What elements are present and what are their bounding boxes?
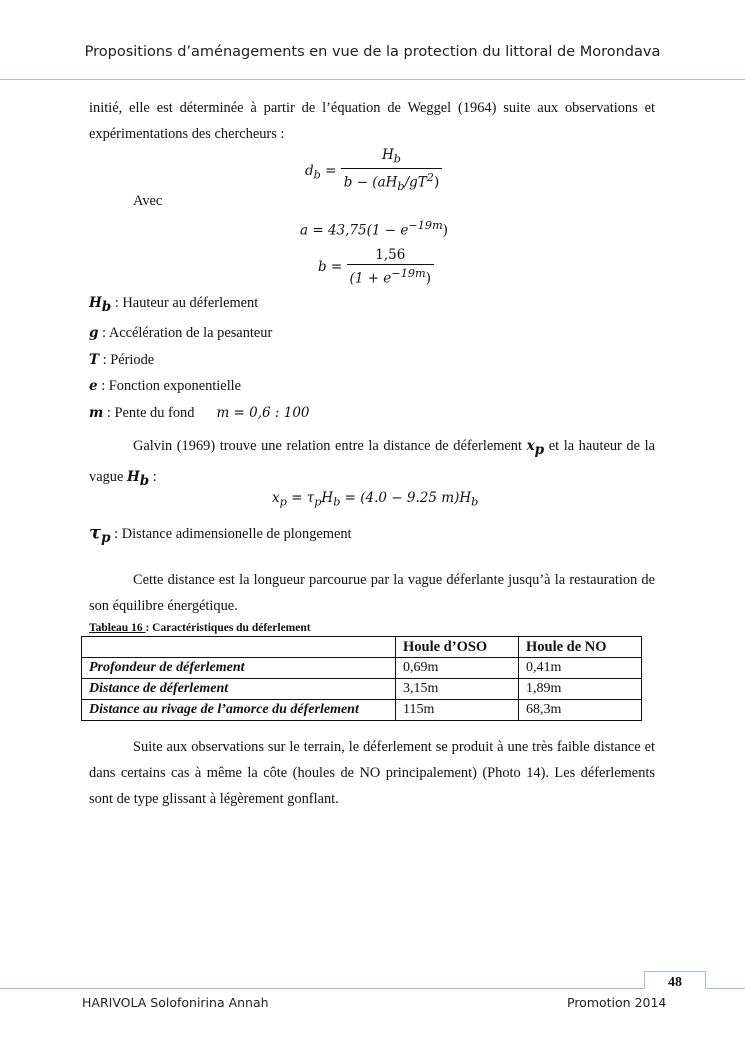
definition-e	[89, 373, 310, 400]
suite-paragraph: Suite aux observations sur le terrain, le déferlement se produit à une très faible distance et dans certains cas à même la côte (houles de NO principalement) (Photo 14). Les déferlements sont de type glissant à légèrement gonflant.	[89, 739, 655, 807]
galvin-mid: et la hauteur de la vague	[89, 438, 655, 485]
eq-x-b-sub: p	[314, 495, 322, 509]
avec-label: Avec	[133, 193, 163, 209]
table-row-label: Distance au rivage de l’amorce du déferlement	[82, 700, 396, 721]
galvin-symbol-h: H	[126, 468, 140, 485]
eq-db-den-mid: /gT	[404, 174, 427, 191]
equation-a	[300, 219, 448, 239]
eq-b-lhs: b =	[318, 258, 343, 275]
definition-t	[89, 347, 310, 374]
intro-text: initié, elle est déterminée à partir de l’équation de Weggel (1964) suite aux observations et expérimentations des chercheurs :	[89, 100, 655, 142]
table-row-label: Distance de déferlement	[82, 679, 396, 700]
galvin-symbol-x: x	[526, 438, 535, 454]
footer-divider	[0, 988, 745, 989]
header-divider	[0, 79, 745, 80]
eq-a-lhs: a = 43,75(1 − e	[300, 222, 409, 239]
symbol-definitions	[89, 290, 310, 426]
eq-db-den-post: )	[433, 174, 440, 191]
eq-db-den-sup: 2	[426, 170, 434, 184]
def-slope-value: m = 0,6 : 100	[216, 404, 310, 421]
table-cell: 115m	[396, 700, 519, 721]
def-text: : Période	[99, 351, 155, 368]
table-row	[82, 679, 642, 700]
table-cell: 0,69m	[396, 658, 519, 679]
def-text: : Pente du fond	[103, 404, 195, 421]
tau-symbol-sub: p	[101, 529, 111, 546]
page-number: 48	[644, 971, 706, 989]
eq-b-den-post: )	[425, 270, 431, 287]
def-symbol: g	[89, 325, 99, 342]
eq-db-lhs: d	[305, 162, 314, 179]
galvin-paragraph	[89, 433, 655, 495]
tau-text: : Distance adimensionelle de plongement	[110, 526, 352, 542]
footer-promotion: Promotion 2014	[567, 995, 667, 1010]
galvin-symbol-h-sub: b	[139, 472, 150, 489]
table-header-row	[82, 637, 642, 658]
galvin-symbol-x-sub: p	[534, 441, 545, 458]
equation-db: $d_b$ = $\frac{H_b}{b - (aH_b/gT^2)}$	[305, 147, 442, 196]
table-header-cell	[82, 637, 396, 658]
table-caption-label: Tableau 16	[89, 622, 146, 634]
eq-db-den-sub: b	[397, 179, 405, 193]
galvin-post: :	[149, 468, 157, 485]
def-symbol: T	[89, 351, 100, 368]
eq-x-d: = (4.0 − 9.25 m)H	[340, 490, 472, 506]
intro-paragraph	[89, 95, 655, 147]
def-symbol-sub: b	[101, 298, 112, 315]
definition-m	[89, 400, 310, 427]
eq-db-lhs-sub: b	[313, 168, 321, 182]
footer-author: HARIVOLA Solofonirina Annah	[82, 995, 269, 1010]
equation-xp	[272, 490, 478, 509]
eq-b-den-exp: −19m	[391, 267, 426, 280]
table-row-label: Profondeur de déferlement	[82, 658, 396, 679]
eq-a-post: )	[442, 222, 449, 239]
def-text: : Accélération de la pesanteur	[98, 325, 273, 342]
table-caption-rest: : Caractéristiques du déferlement	[145, 622, 311, 634]
eq-x-a: x	[272, 490, 280, 506]
eq-x-c: H	[321, 490, 334, 506]
definition-hb	[89, 290, 310, 320]
table-cell: 68,3m	[519, 700, 642, 721]
eq-db-num-sub: b	[393, 152, 401, 166]
table-cell: 1,89m	[519, 679, 642, 700]
def-symbol: m	[89, 404, 104, 421]
table-cell: 0,41m	[519, 658, 642, 679]
table-cell: 3,15m	[396, 679, 519, 700]
eq-a-exp: −19m	[408, 219, 443, 232]
eq-b-fraction	[347, 247, 434, 288]
table-row	[82, 700, 642, 721]
definition-g	[89, 320, 310, 347]
tau-symbol: τ	[89, 522, 102, 543]
eq-x-d-sub: b	[471, 495, 479, 509]
running-header: Propositions d’aménagements en vue de la protection du littoral de Morondava	[84, 44, 661, 60]
tau-definition	[89, 522, 352, 546]
table-header-cell: Houle de NO	[519, 637, 642, 658]
eq-db-fraction	[341, 147, 442, 196]
galvin-pre: Galvin (1969) trouve une relation entre la distance de déferlement	[133, 438, 527, 454]
table-header-cell: Houle d’OSO	[396, 637, 519, 658]
eq-b-num: 1,56	[375, 247, 406, 263]
eq-x-c-sub: b	[333, 495, 341, 509]
eq-x-b: = τ	[286, 490, 315, 506]
def-text: : Fonction exponentielle	[97, 378, 242, 395]
table-row	[82, 658, 642, 679]
def-symbol: e	[89, 378, 98, 395]
eq-b-den-pre: (1 + e	[349, 270, 392, 287]
def-symbol: H	[89, 295, 102, 311]
eq-x-a-sub: p	[279, 495, 287, 509]
eq-db-num: H	[382, 147, 394, 163]
eq-db-den-pre: b − (aH	[343, 174, 398, 191]
equation-b	[318, 247, 434, 288]
breaking-characteristics-table	[81, 636, 642, 721]
cette-paragraph: Cette distance est la longueur parcourue par la vague déferlante jusqu’à la restauration de son équilibre énergétique.	[89, 572, 655, 614]
table-caption	[89, 622, 311, 634]
def-text: : Hauteur au déferlement	[111, 295, 259, 311]
